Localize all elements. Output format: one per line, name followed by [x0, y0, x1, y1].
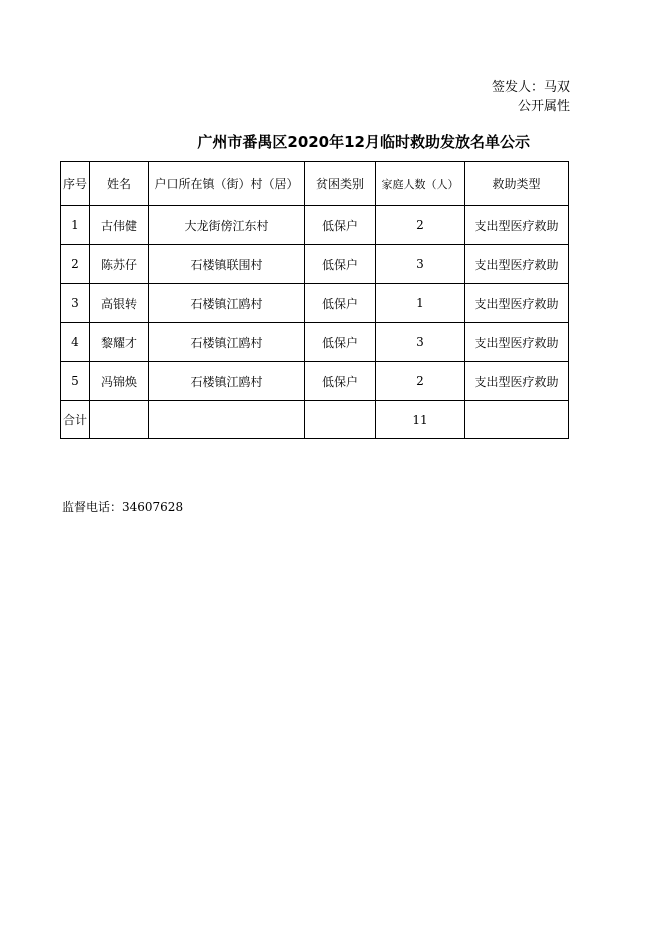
cell-aid-type: 支出型医疗救助	[465, 245, 569, 284]
column-header-no: 序号	[61, 162, 90, 206]
cell-members: 3	[376, 245, 465, 284]
cell-aid-type: 支出型医疗救助	[465, 206, 569, 245]
total-empty-cell	[465, 401, 569, 439]
relief-list-table	[60, 161, 569, 439]
table-row	[61, 206, 569, 245]
cell-no: 3	[61, 284, 90, 323]
total-label: 合计	[61, 401, 90, 439]
supervision-phone: 监督电话：34607628	[62, 500, 184, 514]
cell-no: 2	[61, 245, 90, 284]
cell-no: 4	[61, 323, 90, 362]
cell-members: 1	[376, 284, 465, 323]
cell-name: 高银转	[90, 284, 149, 323]
column-header-address: 户口所在镇（街）村（居）	[149, 162, 305, 206]
cell-members: 2	[376, 362, 465, 401]
cell-category: 低保户	[305, 206, 376, 245]
cell-address: 大龙街傍江东村	[149, 206, 305, 245]
document-title: 广州市番禺区2020年12月临时救助发放名单公示	[197, 133, 530, 151]
column-header-category: 贫困类别	[305, 162, 376, 206]
cell-name: 古伟健	[90, 206, 149, 245]
column-header-aid-type: 救助类型	[465, 162, 569, 206]
cell-name: 黎耀才	[90, 323, 149, 362]
table-row	[61, 323, 569, 362]
cell-aid-type: 支出型医疗救助	[465, 362, 569, 401]
table-header-row	[61, 162, 569, 206]
disclosure-attribute-label: 公开属性	[517, 99, 570, 114]
cell-name: 冯锦焕	[90, 362, 149, 401]
cell-members: 2	[376, 206, 465, 245]
cell-category: 低保户	[305, 323, 376, 362]
column-header-members: 家庭人数（人）	[376, 162, 465, 206]
column-header-name: 姓名	[90, 162, 149, 206]
cell-members: 3	[376, 323, 465, 362]
cell-address: 石楼镇江鸥村	[149, 323, 305, 362]
total-empty-cell	[305, 401, 376, 439]
cell-category: 低保户	[305, 362, 376, 401]
cell-category: 低保户	[305, 284, 376, 323]
cell-aid-type: 支出型医疗救助	[465, 284, 569, 323]
total-empty-cell	[149, 401, 305, 439]
cell-aid-type: 支出型医疗救助	[465, 323, 569, 362]
table-row	[61, 362, 569, 401]
cell-address: 石楼镇江鸥村	[149, 284, 305, 323]
cell-address: 石楼镇江鸥村	[149, 362, 305, 401]
table-row	[61, 245, 569, 284]
cell-no: 1	[61, 206, 90, 245]
total-empty-cell	[90, 401, 149, 439]
cell-name: 陈苏仔	[90, 245, 149, 284]
table-row	[61, 284, 569, 323]
cell-no: 5	[61, 362, 90, 401]
table-total-row	[61, 401, 569, 439]
cell-category: 低保户	[305, 245, 376, 284]
cell-address: 石楼镇联围村	[149, 245, 305, 284]
signer-label: 签发人：马双	[491, 80, 570, 95]
total-members: 11	[376, 401, 465, 439]
